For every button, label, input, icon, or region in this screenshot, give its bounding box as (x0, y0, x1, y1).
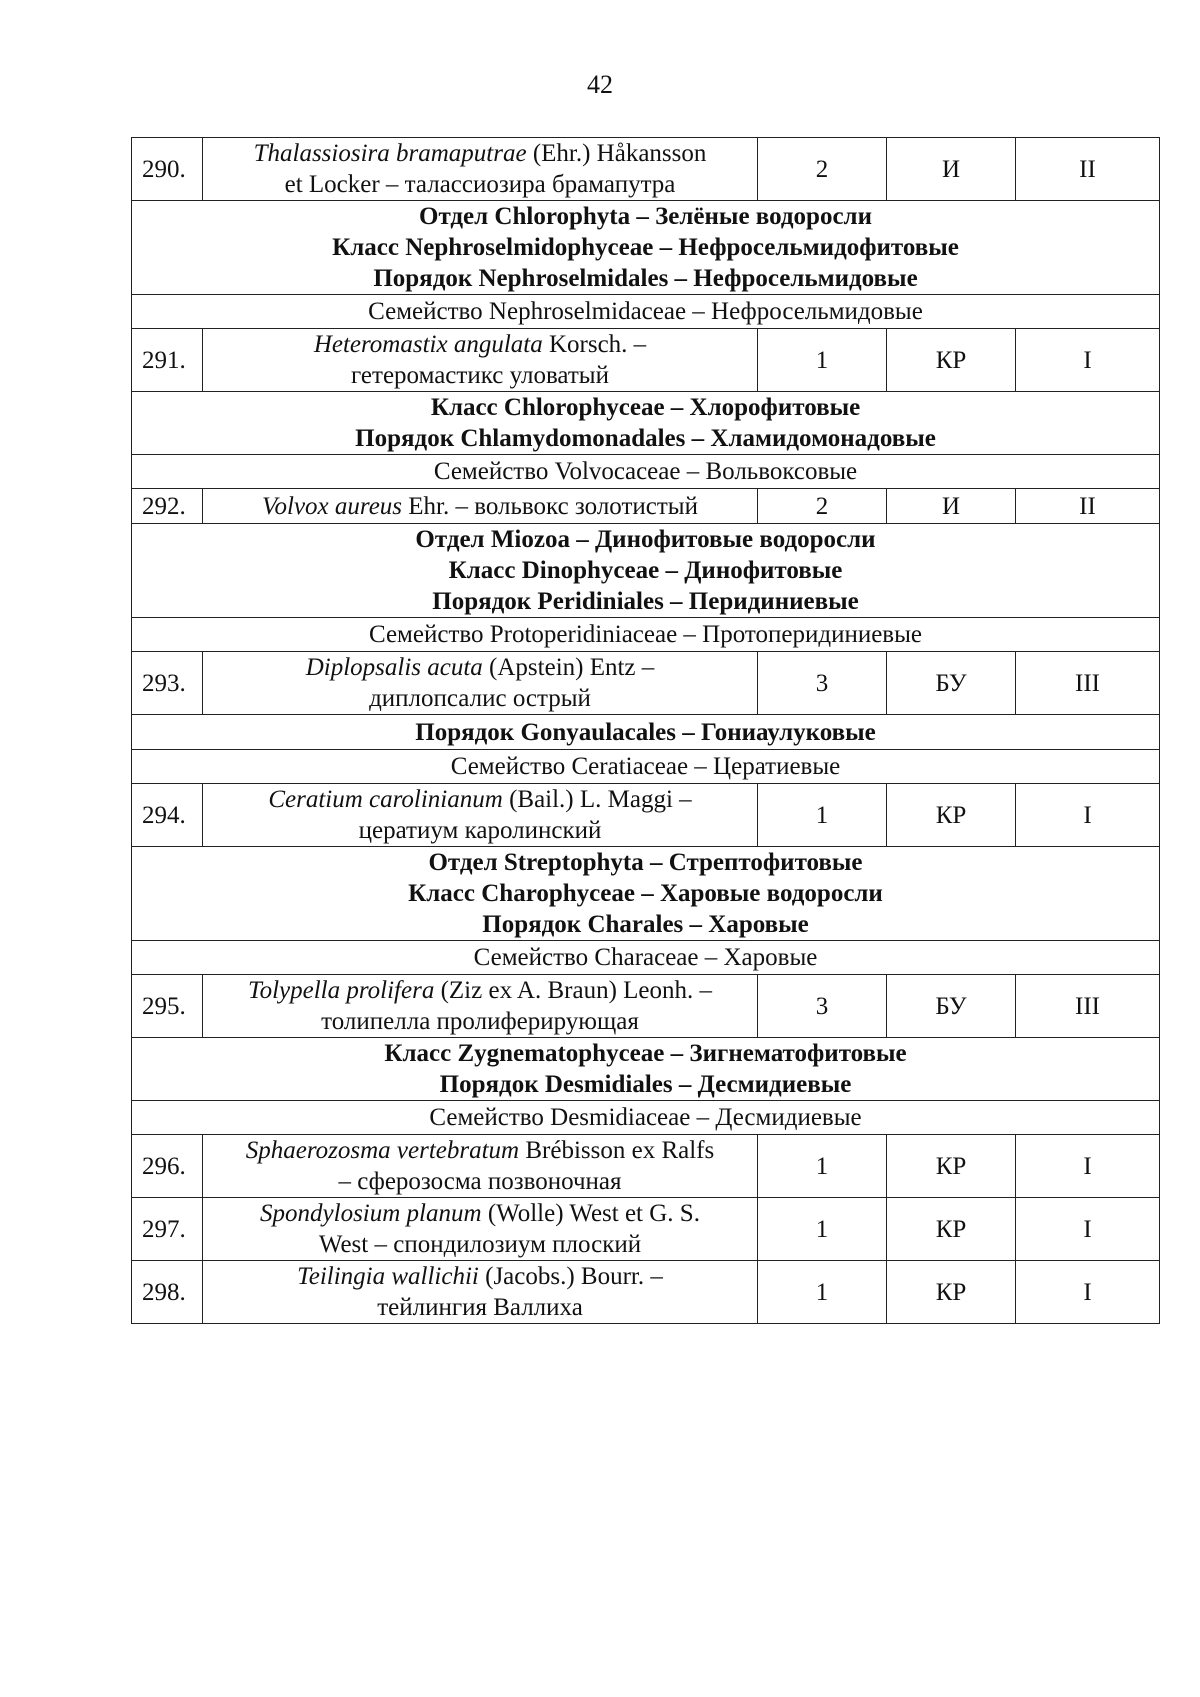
species-author: (Bail.) L. Maggi – (502, 786, 692, 813)
category-cell: 1 (758, 1198, 887, 1261)
species-author: Korsch. – (542, 331, 647, 358)
species-name-cell (203, 652, 758, 715)
status-cell: КР (887, 784, 1016, 847)
species-number: 296. (132, 1135, 203, 1198)
taxon-header-line: Порядок Peridiniales – Перидиниевые (432, 588, 859, 615)
species-row (132, 1198, 1160, 1261)
species-table-body (132, 138, 1160, 1324)
family-row (132, 750, 1160, 784)
status-cell: БУ (887, 975, 1016, 1038)
species-name-line2: тейлингия Валлиха (377, 1294, 583, 1321)
taxon-header-line: Класс Chlorophyceae – Хлорофитовые (430, 394, 861, 421)
species-name-cell (203, 138, 758, 201)
priority-cell: I (1016, 1198, 1160, 1261)
status-cell: КР (887, 1261, 1016, 1324)
species-number: 293. (132, 652, 203, 715)
species-name-cell (203, 489, 758, 524)
taxon-header-line: Порядок Desmidiales – Десмидиевые (439, 1071, 852, 1098)
family-row (132, 941, 1160, 975)
species-latin-name: Thalassiosira bramaputrae (253, 140, 527, 167)
taxon-header-line: Отдел Chlorophyta – Зелёные водоросли (419, 203, 872, 230)
family-cell: Семейство Characeae – Харовые (132, 941, 1160, 975)
species-latin-name: Spondylosium planum (260, 1200, 482, 1227)
taxon-header-line: Порядок Gonyaulacales – Гониаулуковые (415, 718, 876, 746)
family-cell: Семейство Protoperidiniaceae – Протоперидиниевые (132, 618, 1160, 652)
taxon-header-cell (132, 847, 1160, 941)
priority-cell: II (1016, 489, 1160, 524)
species-row (132, 138, 1160, 201)
species-row (132, 329, 1160, 392)
status-cell: БУ (887, 652, 1016, 715)
priority-cell: II (1016, 138, 1160, 201)
priority-cell: I (1016, 329, 1160, 392)
species-name-line2: цератиум каролинский (358, 817, 602, 844)
page-number: 42 (587, 70, 613, 99)
species-name-line1 (203, 1198, 757, 1229)
species-author: Ehr. – вольвокс золотистый (402, 492, 698, 520)
taxon-header-line: Класс Charophyceae – Харовые водоросли (408, 880, 883, 907)
family-row (132, 1101, 1160, 1135)
species-name-cell (203, 784, 758, 847)
species-number: 291. (132, 329, 203, 392)
species-number: 295. (132, 975, 203, 1038)
category-cell: 2 (758, 489, 887, 524)
taxon-header-line: Порядок Charales – Харовые (482, 911, 809, 938)
family-cell: Семейство Ceratiaceae – Цератиевые (132, 750, 1160, 784)
status-cell: КР (887, 1198, 1016, 1261)
family-cell: Семейство Nephroselmidaceae – Нефросельмидовые (132, 295, 1160, 329)
species-name-cell (203, 329, 758, 392)
species-name-line1 (203, 329, 757, 360)
species-name-line1 (203, 975, 757, 1006)
category-cell: 3 (758, 975, 887, 1038)
species-latin-name: Diplopsalis acuta (305, 654, 483, 681)
taxon-header-row (132, 392, 1160, 455)
species-row (132, 489, 1160, 524)
species-name-cell (203, 975, 758, 1038)
category-cell: 3 (758, 652, 887, 715)
species-name-line2: – сферозосма позвоночная (338, 1168, 622, 1195)
species-latin-name: Heteromastix angulata (313, 331, 543, 358)
species-author: (Wolle) West et G. S. (481, 1200, 700, 1227)
species-number: 298. (132, 1261, 203, 1324)
species-number: 290. (132, 138, 203, 201)
priority-cell: III (1016, 975, 1160, 1038)
taxon-header-row (132, 201, 1160, 295)
priority-cell: I (1016, 1135, 1160, 1198)
status-cell: КР (887, 329, 1016, 392)
species-row (132, 652, 1160, 715)
category-cell: 1 (758, 1135, 887, 1198)
status-cell: И (887, 138, 1016, 201)
species-name-line1 (203, 1135, 757, 1166)
species-author: (Ziz ex A. Braun) Leonh. – (434, 977, 713, 1004)
species-latin-name: Tolypella prolifera (247, 977, 435, 1004)
taxon-header-line: Класс Nephroselmidophyceae – Нефросельмидофитовые (332, 234, 959, 261)
taxon-header-row (132, 847, 1160, 941)
species-row (132, 975, 1160, 1038)
species-author: (Apstein) Entz – (482, 654, 655, 681)
species-latin-name: Volvox aureus (262, 492, 403, 520)
species-row (132, 1261, 1160, 1324)
species-name-line1 (203, 1261, 757, 1292)
species-name-cell (203, 1198, 758, 1261)
species-name-line1 (203, 652, 757, 683)
taxon-header-cell (132, 392, 1160, 455)
status-cell: КР (887, 1135, 1016, 1198)
taxon-header-cell (132, 201, 1160, 295)
taxon-header-line: Порядок Nephroselmidales – Нефросельмидовые (373, 265, 918, 292)
family-row (132, 455, 1160, 489)
species-number: 294. (132, 784, 203, 847)
species-name-line2: толипелла пролиферирующая (321, 1008, 639, 1035)
category-cell: 1 (758, 329, 887, 392)
species-name-cell (203, 1135, 758, 1198)
species-number: 297. (132, 1198, 203, 1261)
taxon-header-row (132, 1038, 1160, 1101)
species-name-line2: et Locker – талассиозира брамапутра (284, 171, 676, 198)
taxon-header-line: Отдел Miozoa – Динофитовые водоросли (415, 526, 876, 553)
taxon-header-line: Порядок Chlamydomonadales – Хламидомонадовые (355, 425, 936, 452)
family-row (132, 295, 1160, 329)
species-author: (Ehr.) Håkansson (526, 140, 707, 167)
species-row (132, 784, 1160, 847)
status-cell: И (887, 489, 1016, 524)
family-cell: Семейство Desmidiaceae – Десмидиевые (132, 1101, 1160, 1135)
species-latin-name: Ceratium carolinianum (268, 786, 503, 813)
priority-cell: I (1016, 1261, 1160, 1324)
category-cell: 1 (758, 1261, 887, 1324)
species-name-line1 (203, 784, 757, 815)
taxon-header-cell (132, 715, 1160, 750)
taxon-header-line: Класс Dinophyceae – Динофитовые (448, 557, 843, 584)
species-latin-name: Sphaerozosma vertebratum (245, 1137, 520, 1164)
species-author: (Jacobs.) Bourr. – (478, 1263, 663, 1290)
taxon-header-line: Класс Zygnematophyceae – Зигнематофитовые (384, 1040, 907, 1067)
species-table (131, 137, 1160, 1324)
taxon-header-cell (132, 1038, 1160, 1101)
species-latin-name: Teilingia wallichii (297, 1263, 479, 1290)
family-row (132, 618, 1160, 652)
species-author: Brébisson ex Ralfs (519, 1137, 715, 1164)
species-name-line1 (203, 138, 757, 169)
species-name-line2: гетеромастикс уловатый (351, 362, 609, 389)
species-number: 292. (132, 489, 203, 524)
taxon-header-row (132, 524, 1160, 618)
taxon-header-line: Отдел Streptophyta – Стрептофитовые (428, 849, 863, 876)
species-name-cell (203, 1261, 758, 1324)
species-name-line2: диплопсалис острый (369, 685, 591, 712)
species-row (132, 1135, 1160, 1198)
category-cell: 2 (758, 138, 887, 201)
taxon-header-row (132, 715, 1160, 750)
priority-cell: I (1016, 784, 1160, 847)
species-name-line2: West – спондилозиум плоский (318, 1231, 642, 1258)
family-cell: Семейство Volvocaceae – Вольвоксовые (132, 455, 1160, 489)
category-cell: 1 (758, 784, 887, 847)
species-name-line1 (203, 491, 757, 522)
taxon-header-cell (132, 524, 1160, 618)
priority-cell: III (1016, 652, 1160, 715)
